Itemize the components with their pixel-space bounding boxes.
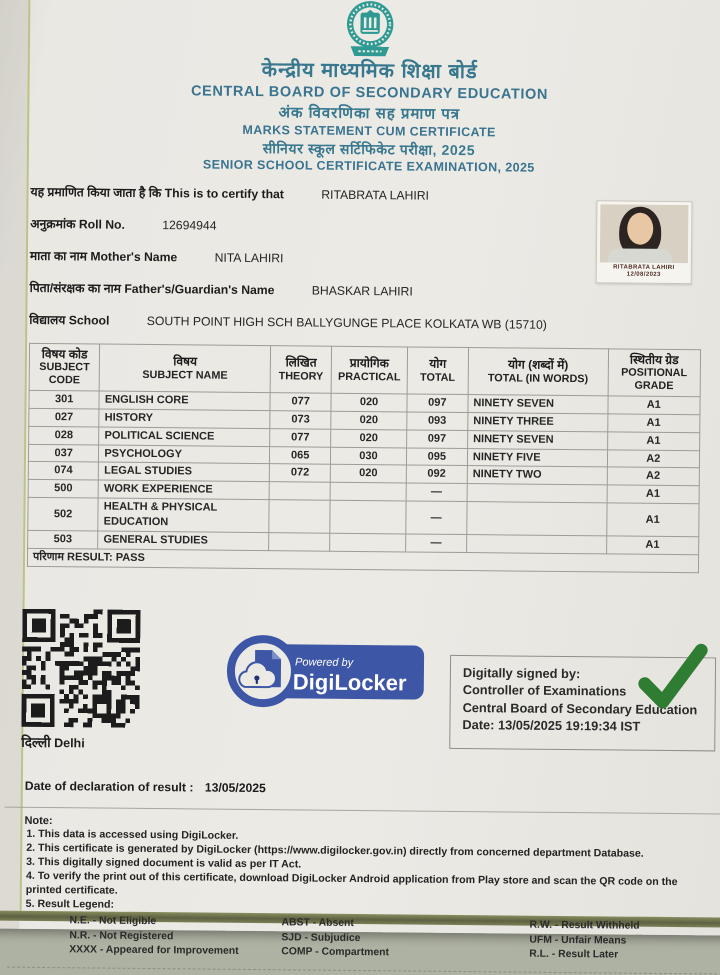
note-item: 2. This certificate is generated by DigiLocker (https://www.digilocker.gov.in) directly from concerned department Database. — [26, 842, 686, 862]
result-text: परिणाम RESULT: PASS — [27, 548, 698, 572]
checkmark-icon — [633, 641, 712, 717]
notes-title: Note: — [24, 813, 700, 834]
cell-theory — [269, 500, 331, 533]
legend-item: N.E. - Not Eligible — [69, 914, 281, 930]
legend-item: COMP - Compartment — [281, 946, 529, 962]
roll-number: 12694944 — [162, 218, 216, 233]
digilocker-name: DigiLocker — [293, 669, 407, 695]
doc-title-english: MARKS STATEMENT CUM CERTIFICATE — [31, 121, 707, 142]
signature-line-2: Controller of Examinations — [463, 681, 715, 701]
declaration-row — [25, 778, 701, 798]
cell-words: NINETY FIVE — [467, 448, 607, 467]
photo-caption-date: 12/08/2023 — [600, 272, 688, 280]
photo-portrait — [600, 204, 689, 263]
signature-line-4: Date: 13/05/2025 19:19:34 IST — [462, 716, 714, 736]
cell-theory: 065 — [269, 446, 330, 464]
cell-practical — [330, 483, 405, 502]
digilocker-badge — [222, 630, 429, 717]
cell-code: 301 — [29, 390, 99, 409]
cell-words: NINETY THREE — [468, 412, 608, 431]
cell-code: 502 — [28, 497, 99, 530]
cell-code: 500 — [28, 480, 98, 499]
certificate-header — [31, 0, 709, 177]
digital-signature-box — [449, 654, 716, 751]
place-hindi: दिल्ली — [21, 734, 51, 749]
cell-name: WORK EXPERIENCE — [98, 480, 269, 499]
note-item: 3. This digitally signed document is valid as per IT Act. — [26, 856, 686, 876]
portrait-face — [627, 212, 653, 244]
notes-list — [24, 828, 701, 918]
board-title-hindi: केन्द्रीय माध्यमिक शिक्षा बोर्ड — [32, 57, 708, 86]
cell-code: 074 — [28, 462, 98, 481]
candidate-photo — [596, 200, 693, 284]
result-legend — [69, 914, 699, 963]
header-subject-name: विषय SUBJECT NAME — [99, 344, 270, 393]
header-theory: लिखित THEORY — [270, 345, 332, 393]
cell-name: HEALTH & PHYSICAL EDUCATION — [98, 498, 269, 532]
cell-theory: 072 — [269, 464, 330, 482]
cell-practical: 020 — [331, 411, 406, 430]
bottom-dashed-line — [7, 967, 717, 975]
photo-caption-name: RITABRATA LAHIRI — [600, 264, 688, 272]
legend-item: N.R. - Not Registered — [69, 929, 281, 945]
cell-total: — — [405, 501, 467, 534]
header-practical: प्रायोगिक PRACTICAL — [331, 346, 407, 394]
doc-title-hindi: अंक विवरणिका सह प्रमाण पत्र — [31, 102, 707, 126]
cell-code: 037 — [28, 444, 98, 463]
cell-practical — [330, 500, 406, 533]
note-item: 4. To verify the print out of this certificate, download DigiLocker Android application from Play store and scan the QR code on the printed certificate. — [26, 870, 686, 904]
legend-item: R.W. - Result Withheld — [529, 918, 699, 933]
cell-words — [467, 534, 607, 553]
header-subject-code: विषय कोड SUBJECT CODE — [29, 343, 100, 391]
cell-words: NINETY SEVEN — [468, 430, 608, 449]
father-label: पिता/संरक्षक का नाम Father's/Guardian's Name — [30, 281, 275, 297]
cell-total: — — [406, 483, 467, 501]
cell-theory: 073 — [270, 411, 331, 429]
cell-total: 093 — [406, 412, 467, 430]
legend-item: ABST - Absent — [281, 916, 529, 932]
cell-code: 503 — [28, 530, 98, 549]
cell-grade: A2 — [607, 467, 700, 486]
roll-label: अनुक्रमांक Roll No. — [30, 217, 125, 232]
legend-item: UFM - Unfair Means — [529, 933, 699, 948]
exam-title-hindi: सीनियर स्कूल सर्टिफिकेट परीक्षा, 2025 — [31, 138, 707, 161]
cell-grade: A2 — [607, 449, 700, 468]
cell-grade: A1 — [607, 414, 700, 433]
cell-total: — — [405, 534, 466, 552]
candidate-details — [29, 183, 706, 334]
declaration-label: Date of declaration of result : — [25, 778, 194, 794]
cell-grade: A1 — [606, 503, 699, 537]
board-title-english: CENTRAL BOARD OF SECONDARY EDUCATION — [31, 82, 707, 105]
cbse-logo-icon — [32, 0, 709, 61]
cell-theory: 077 — [270, 393, 331, 411]
legend-item: XXXX - Appeared for Improvement — [69, 944, 281, 960]
certify-label: यह प्रमाणित किया जाता है कि This is to certify that — [30, 185, 283, 201]
cell-theory — [269, 532, 330, 550]
mother-name: NITA LAHIRI — [215, 250, 284, 265]
cell-theory: 077 — [270, 428, 331, 446]
signature-line-1: Digitally signed by: — [463, 664, 715, 684]
mother-label: माता का नाम Mother's Name — [30, 249, 177, 264]
exam-title-english: SENIOR SCHOOL CERTIFICATE EXAMINATION, 2025 — [31, 156, 707, 177]
cell-code: 027 — [29, 408, 99, 427]
cell-total: 092 — [406, 465, 467, 483]
cell-words: NINETY TWO — [467, 466, 607, 485]
notes-separator — [5, 806, 720, 814]
header-total-words: योग (शब्दों में) TOTAL (IN WORDS) — [468, 347, 608, 396]
note-item: 1. This data is accessed using DigiLocker. — [26, 828, 686, 848]
cell-words: NINETY SEVEN — [468, 395, 608, 414]
candidate-name: RITABRATA LAHIRI — [321, 187, 429, 202]
portrait-shoulders — [608, 248, 672, 263]
cell-total: 097 — [406, 430, 467, 448]
cell-practical: 030 — [331, 447, 406, 466]
cell-grade: A1 — [606, 536, 699, 555]
cell-total: 097 — [407, 394, 468, 412]
cell-grade: A1 — [607, 396, 700, 415]
verification-area — [25, 606, 703, 780]
cell-practical: 020 — [331, 429, 406, 448]
cell-total: 095 — [406, 448, 467, 466]
cell-name: HISTORY — [99, 409, 270, 428]
cell-practical: 020 — [331, 393, 406, 412]
note-item: 5. Result Legend: — [26, 898, 686, 918]
legend-item: R.L. - Result Later — [529, 948, 699, 963]
school-row — [29, 311, 705, 334]
cell-practical: 020 — [331, 465, 406, 484]
cell-practical — [330, 533, 405, 552]
signature-line-3: Central Board of Secondary Education — [463, 699, 715, 719]
marks-table — [27, 343, 701, 573]
cell-name: LEGAL STUDIES — [99, 462, 270, 481]
header-positional-grade: स्थितीय ग्रेड POSITIONAL GRADE — [608, 349, 701, 397]
father-name: BHASKAR LAHIRI — [312, 283, 413, 298]
school-name: SOUTH POINT HIGH SCH BALLYGUNGE PLACE KOLKATA WB (15710) — [147, 314, 547, 332]
cell-name: ENGLISH CORE — [99, 391, 270, 410]
cell-name: PSYCHOLOGY — [99, 445, 270, 464]
cell-grade: A1 — [607, 485, 700, 504]
school-label: विद्यालय School — [29, 313, 109, 328]
cell-theory — [269, 482, 330, 500]
cell-name: GENERAL STUDIES — [98, 531, 269, 550]
place-english: Delhi — [54, 736, 85, 750]
cell-name: POLITICAL SCIENCE — [99, 427, 270, 446]
qr-code — [21, 608, 140, 727]
marks-table-body — [28, 390, 700, 554]
legend-item: SJD - Subjudice — [281, 931, 529, 947]
cell-code: 028 — [29, 426, 99, 445]
notes-section — [23, 813, 700, 963]
declaration-date: 13/05/2025 — [205, 780, 266, 795]
cell-words — [467, 502, 607, 536]
marks-table-header-row — [29, 343, 700, 397]
cell-words — [467, 484, 607, 503]
digilocker-powered-by: Powered by — [295, 656, 355, 669]
cell-grade: A1 — [607, 432, 700, 451]
header-total: योग TOTAL — [407, 347, 469, 395]
place-line — [21, 732, 85, 751]
